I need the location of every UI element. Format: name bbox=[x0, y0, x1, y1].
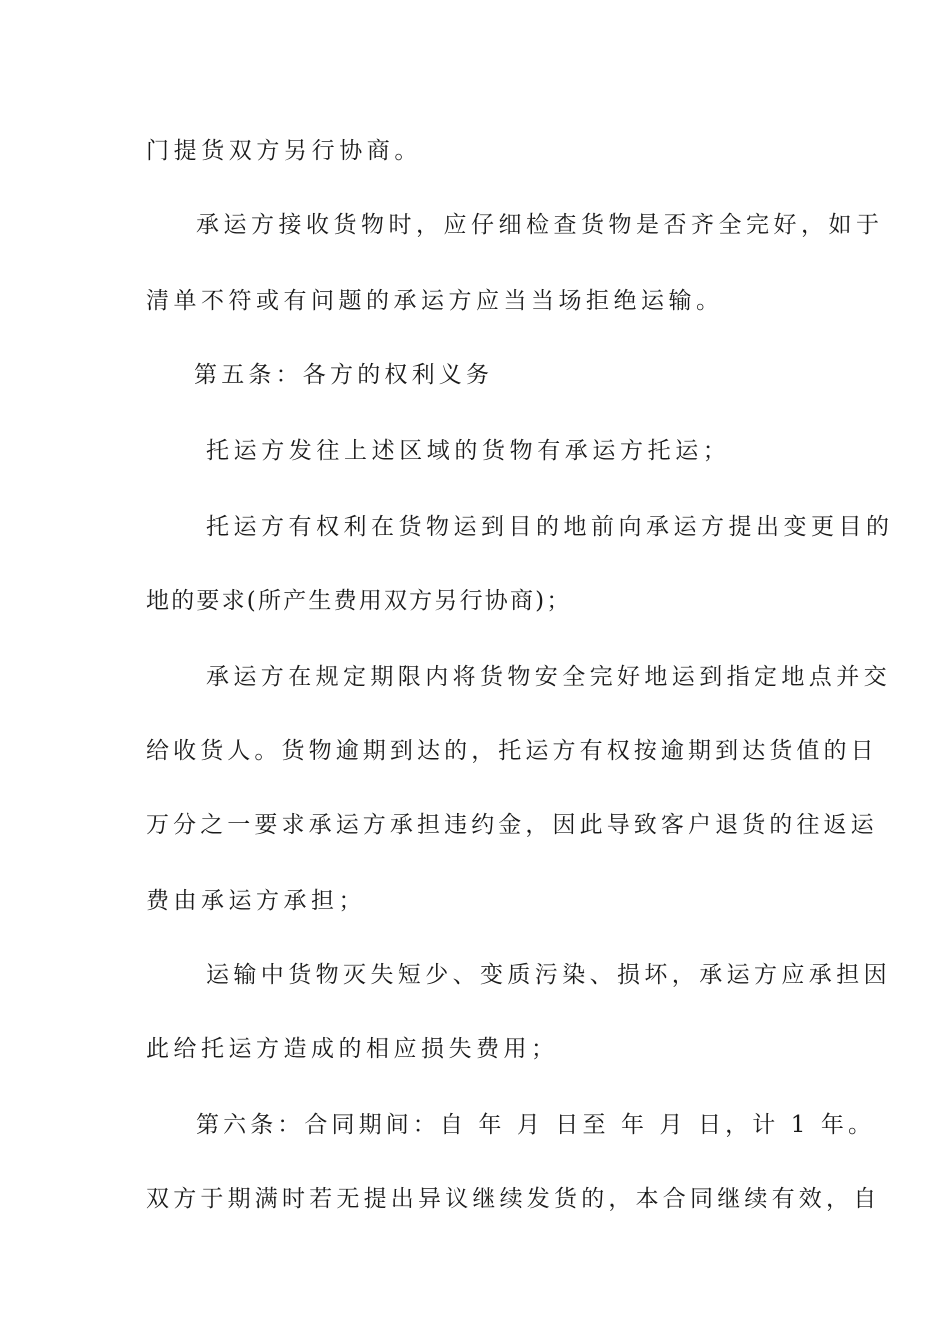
paragraph-line: 地的要求(所产生费用双方另行协商)； bbox=[146, 588, 572, 614]
paragraph-line: 门提货双方另行协商。 bbox=[146, 138, 422, 164]
paragraph-line: 万分之一要求承运方承担违约金，因此导致客户退货的往返运 bbox=[146, 812, 878, 838]
paragraph-line: 承运方在规定期限内将货物安全完好地运到指定地点并交 bbox=[206, 664, 891, 690]
section-heading-article-5: 第五条：各方的权利义务 bbox=[194, 362, 494, 388]
paragraph-line: 运输中货物灭失短少、变质污染、损坏，承运方应承担因 bbox=[206, 962, 891, 988]
paragraph-line: 给收货人。货物逾期到达的，托运方有权按逾期到达货值的日 bbox=[146, 738, 878, 764]
paragraph-line: 双方于期满时若无提出异议继续发货的，本合同继续有效，自 bbox=[146, 1186, 881, 1212]
paragraph-line: 此给托运方造成的相应损失费用； bbox=[146, 1036, 559, 1062]
paragraph-line: 托运方发往上述区域的货物有承运方托运； bbox=[206, 438, 731, 464]
paragraph-line: 费由承运方承担； bbox=[146, 888, 366, 914]
section-heading-article-6: 第六条：合同期间：自 年 月 日至 年 月 日，计 1 年。 bbox=[196, 1112, 876, 1138]
paragraph-line: 清单不符或有问题的承运方应当当场拒绝运输。 bbox=[146, 288, 724, 314]
paragraph-line: 托运方有权利在货物运到目的地前向承运方提出变更目的 bbox=[206, 514, 894, 540]
paragraph-line: 承运方接收货物时，应仔细检查货物是否齐全完好，如于 bbox=[196, 212, 884, 238]
